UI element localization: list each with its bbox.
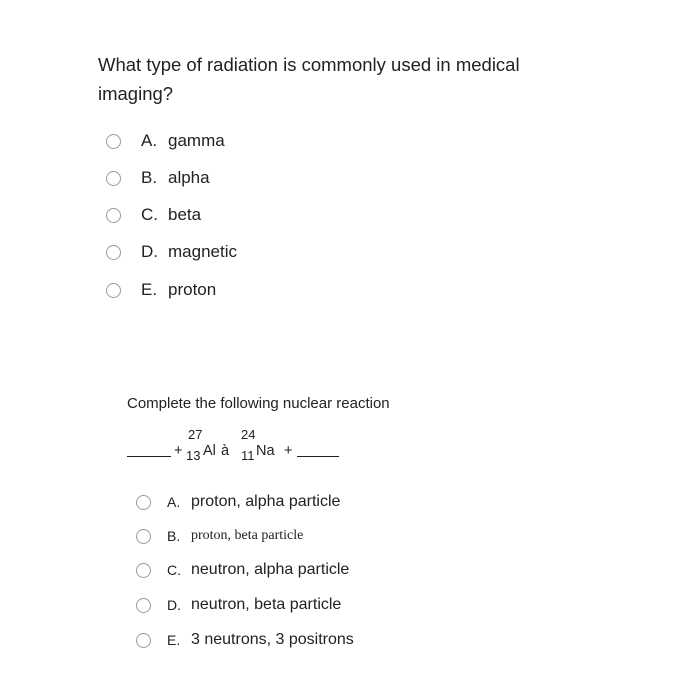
radio-button[interactable]: [136, 563, 151, 578]
al-atomic-number: 13: [186, 448, 201, 463]
answer-blank-2: [297, 456, 339, 457]
q1-option-b[interactable]: [106, 168, 210, 188]
q2-option-b[interactable]: [136, 528, 303, 544]
q1-option-a[interactable]: [106, 131, 225, 151]
option-letter: C.: [167, 562, 181, 578]
na-symbol: Na: [256, 443, 275, 459]
option-letter: A.: [141, 131, 158, 150]
option-label: alpha: [168, 168, 210, 187]
q2-option-a[interactable]: [136, 493, 340, 511]
nuclear-reaction: [127, 425, 367, 465]
option-label: 3 neutrons, 3 positrons: [191, 631, 354, 648]
option-label: proton, beta particle: [191, 528, 304, 543]
na-atomic-number: 11: [241, 448, 255, 463]
option-label: gamma: [168, 131, 225, 150]
radio-button[interactable]: [136, 495, 151, 510]
option-letter: E.: [141, 280, 158, 299]
plus-sign: +: [284, 443, 293, 459]
option-letter: D.: [141, 242, 158, 261]
option-letter: B.: [167, 528, 181, 544]
option-letter: B.: [141, 168, 158, 187]
option-label: neutron, alpha particle: [191, 561, 350, 578]
al-symbol: Al: [203, 443, 216, 459]
q2-option-e[interactable]: [136, 631, 354, 649]
al-mass-number: 27: [188, 427, 203, 442]
option-label: proton, alpha particle: [191, 493, 341, 510]
q2-option-c[interactable]: [136, 561, 349, 579]
radio-button[interactable]: [106, 245, 121, 260]
answer-blank-1: [127, 456, 171, 457]
q1-option-d[interactable]: [106, 242, 237, 262]
na-mass-number: 24: [241, 427, 256, 442]
option-letter: D.: [167, 597, 181, 613]
option-label: beta: [168, 205, 202, 224]
radio-button[interactable]: [106, 283, 121, 298]
q2-option-d[interactable]: [136, 596, 341, 614]
radio-button[interactable]: [136, 633, 151, 648]
radio-button[interactable]: [136, 529, 151, 544]
reaction-arrow: à: [221, 443, 230, 459]
radio-button[interactable]: [106, 208, 121, 223]
question-2-title: Complete the following nuclear reaction: [127, 395, 390, 412]
radio-button[interactable]: [106, 134, 121, 149]
option-label: neutron, beta particle: [191, 596, 342, 613]
option-label: proton: [168, 280, 217, 299]
plus-sign: +: [174, 443, 183, 459]
radio-button[interactable]: [136, 598, 151, 613]
q1-option-c[interactable]: [106, 205, 201, 225]
radio-button[interactable]: [106, 171, 121, 186]
option-letter: E.: [167, 632, 181, 648]
option-letter: C.: [141, 205, 158, 224]
option-letter: A.: [167, 494, 181, 510]
option-label: magnetic: [168, 242, 237, 261]
question-1-text: What type of radiation is commonly used in medical imaging?: [98, 54, 520, 104]
q1-option-e[interactable]: [106, 280, 216, 300]
